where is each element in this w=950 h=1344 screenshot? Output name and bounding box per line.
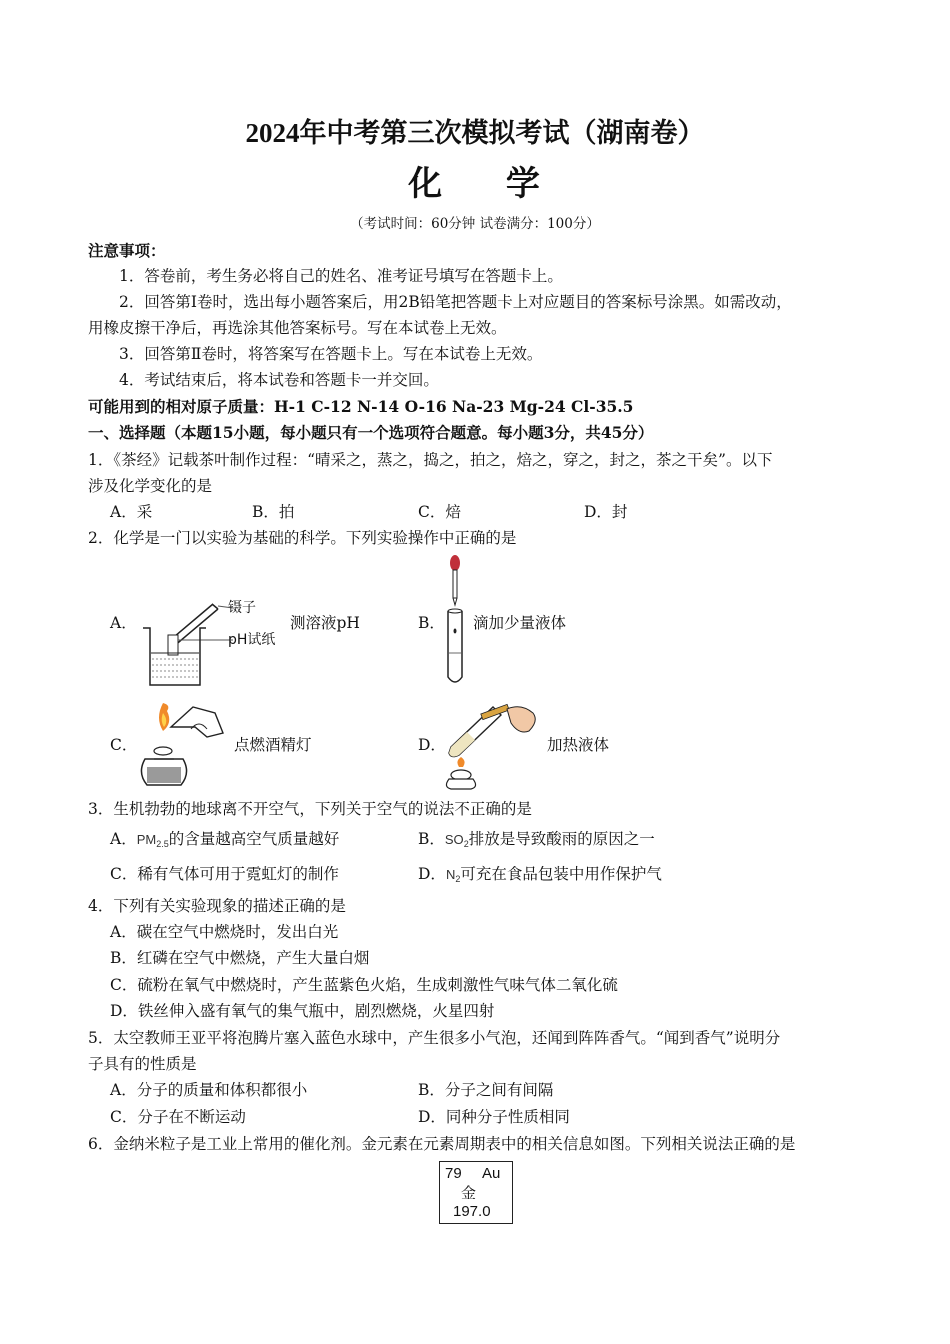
option-b bbox=[418, 829, 655, 854]
question-stem: 5．太空教师王亚平将泡腾片塞入蓝色水球中，产生很多小气泡，还闻到阵阵香气。“闻到香气”说明分 bbox=[88, 1029, 781, 1047]
option-a: A．碳在空气中燃烧时，发出白光 bbox=[110, 923, 339, 941]
option-c-text: 点燃酒精灯 bbox=[234, 736, 312, 754]
option-label: D． bbox=[418, 865, 446, 883]
notes-heading: 注意事项： bbox=[88, 241, 166, 260]
note-item: 1．答卷前，考生务必将自己的姓名、准考证号填写在答题卡上。 bbox=[119, 267, 563, 285]
option-d: D．同种分子性质相同 bbox=[418, 1108, 570, 1126]
formula-sub: 2 bbox=[463, 839, 469, 849]
question-stem: 涉及化学变化的是 bbox=[88, 477, 213, 495]
question-stem: 子具有的性质是 bbox=[88, 1055, 197, 1073]
alcohol-lamp-figure bbox=[133, 693, 233, 789]
question-stem: 4．下列有关实验现象的描述正确的是 bbox=[88, 897, 346, 915]
periodic-element-card bbox=[439, 1161, 513, 1224]
note-item: 3．回答第Ⅱ卷时，将答案写在答题卡上。写在本试卷上无效。 bbox=[119, 345, 543, 363]
formula-main: N bbox=[445, 867, 456, 882]
option-d-text: 加热液体 bbox=[547, 736, 610, 754]
atomic-number: 79 bbox=[445, 1165, 462, 1182]
question-stem: 3．生机勃勃的地球离不开空气，下列关于空气的说法不正确的是 bbox=[88, 800, 532, 818]
option-a: A． bbox=[110, 614, 137, 632]
option-c: C．稀有气体可用于霓虹灯的制作 bbox=[110, 865, 339, 883]
option-b: B．红磷在空气中燃烧，产生大量白烟 bbox=[110, 949, 370, 967]
formula bbox=[445, 832, 469, 847]
question-stem: 1．《茶经》记载茶叶制作过程：“晴采之，蒸之，捣之，拍之，焙之，穿之，封之，茶之干矣”。以下 bbox=[88, 451, 773, 469]
dropper-figure bbox=[440, 553, 470, 688]
element-name: 金 bbox=[461, 1184, 477, 1202]
formula-main: PM bbox=[136, 832, 157, 847]
option-d bbox=[418, 864, 662, 889]
formula-main: SO bbox=[444, 832, 464, 847]
option-c: C． bbox=[110, 736, 138, 754]
option-a bbox=[110, 829, 339, 854]
question-stem: 6．金纳米粒子是工业上常用的催化剂。金元素在元素周期表中的相关信息如图。下列相关说法正确的是 bbox=[88, 1135, 796, 1153]
tweezers-label: 镊子 bbox=[228, 600, 256, 616]
option-d: D．铁丝伸入盛有氧气的集气瓶中，剧烈燃烧，火星四射 bbox=[110, 1002, 495, 1020]
option-b-text: 滴加少量液体 bbox=[473, 614, 567, 632]
atomic-mass: 197.0 bbox=[453, 1203, 491, 1220]
option-c: C．分子在不断运动 bbox=[110, 1108, 246, 1126]
option-label: A． bbox=[110, 830, 137, 848]
exam-meta: （考试时间：60分钟 试卷满分：100分） bbox=[350, 216, 600, 232]
heating-liquid-figure bbox=[437, 695, 543, 790]
section-heading: 一、选择题（本题15小题，每小题只有一个选项符合题意。每小题3分，共45分） bbox=[88, 423, 654, 442]
atomic-masses: 可能用到的相对原子质量：H-1 C-12 N-14 O-16 Na-23 Mg-24 Cl-35.5 bbox=[88, 397, 634, 416]
option-d: D． bbox=[418, 736, 446, 754]
formula-sub: 2.5 bbox=[156, 839, 169, 849]
option-b: B．分子之间有间隔 bbox=[418, 1081, 554, 1099]
option-a-text: 测溶液pH bbox=[290, 614, 360, 632]
note-item: 用橡皮擦干净后，再选涂其他答案标号。写在本试卷上无效。 bbox=[88, 319, 507, 337]
exam-title: 2024年中考第三次模拟考试（湖南卷） bbox=[245, 118, 705, 148]
formula bbox=[137, 832, 169, 847]
option-d: D．封 bbox=[584, 503, 628, 521]
subject-title: 化 学 bbox=[408, 164, 566, 204]
note-item: 4．考试结束后，将本试卷和答题卡一并交回。 bbox=[119, 371, 439, 389]
option-c: C．硫粉在氧气中燃烧时，产生蓝紫色火焰，生成刺激性气味气体二氧化硫 bbox=[110, 976, 618, 994]
option-b: B．拍 bbox=[252, 503, 295, 521]
formula-sub: 2 bbox=[455, 874, 461, 884]
element-symbol: Au bbox=[482, 1165, 501, 1182]
option-a: A．采 bbox=[110, 503, 153, 521]
option-c: C．焙 bbox=[418, 503, 461, 521]
option-a: A．分子的质量和体积都很小 bbox=[110, 1081, 308, 1099]
option-text: 排放是导致酸雨的原因之一 bbox=[468, 830, 655, 848]
option-label: B． bbox=[418, 830, 445, 848]
note-item: 2．回答第Ⅰ卷时，选出每小题答案后，用2B铅笔把答题卡上对应题目的答案标号涂黑。如需改动， bbox=[119, 293, 792, 311]
question-stem: 2．化学是一门以实验为基础的科学。下列实验操作中正确的是 bbox=[88, 529, 517, 547]
option-b: B． bbox=[418, 614, 445, 632]
option-text: 的含量越高空气质量越好 bbox=[168, 830, 340, 848]
ph-paper-label: pH试纸 bbox=[228, 632, 276, 648]
formula bbox=[446, 867, 460, 882]
option-text: 可充在食品包装中用作保护气 bbox=[460, 865, 662, 883]
